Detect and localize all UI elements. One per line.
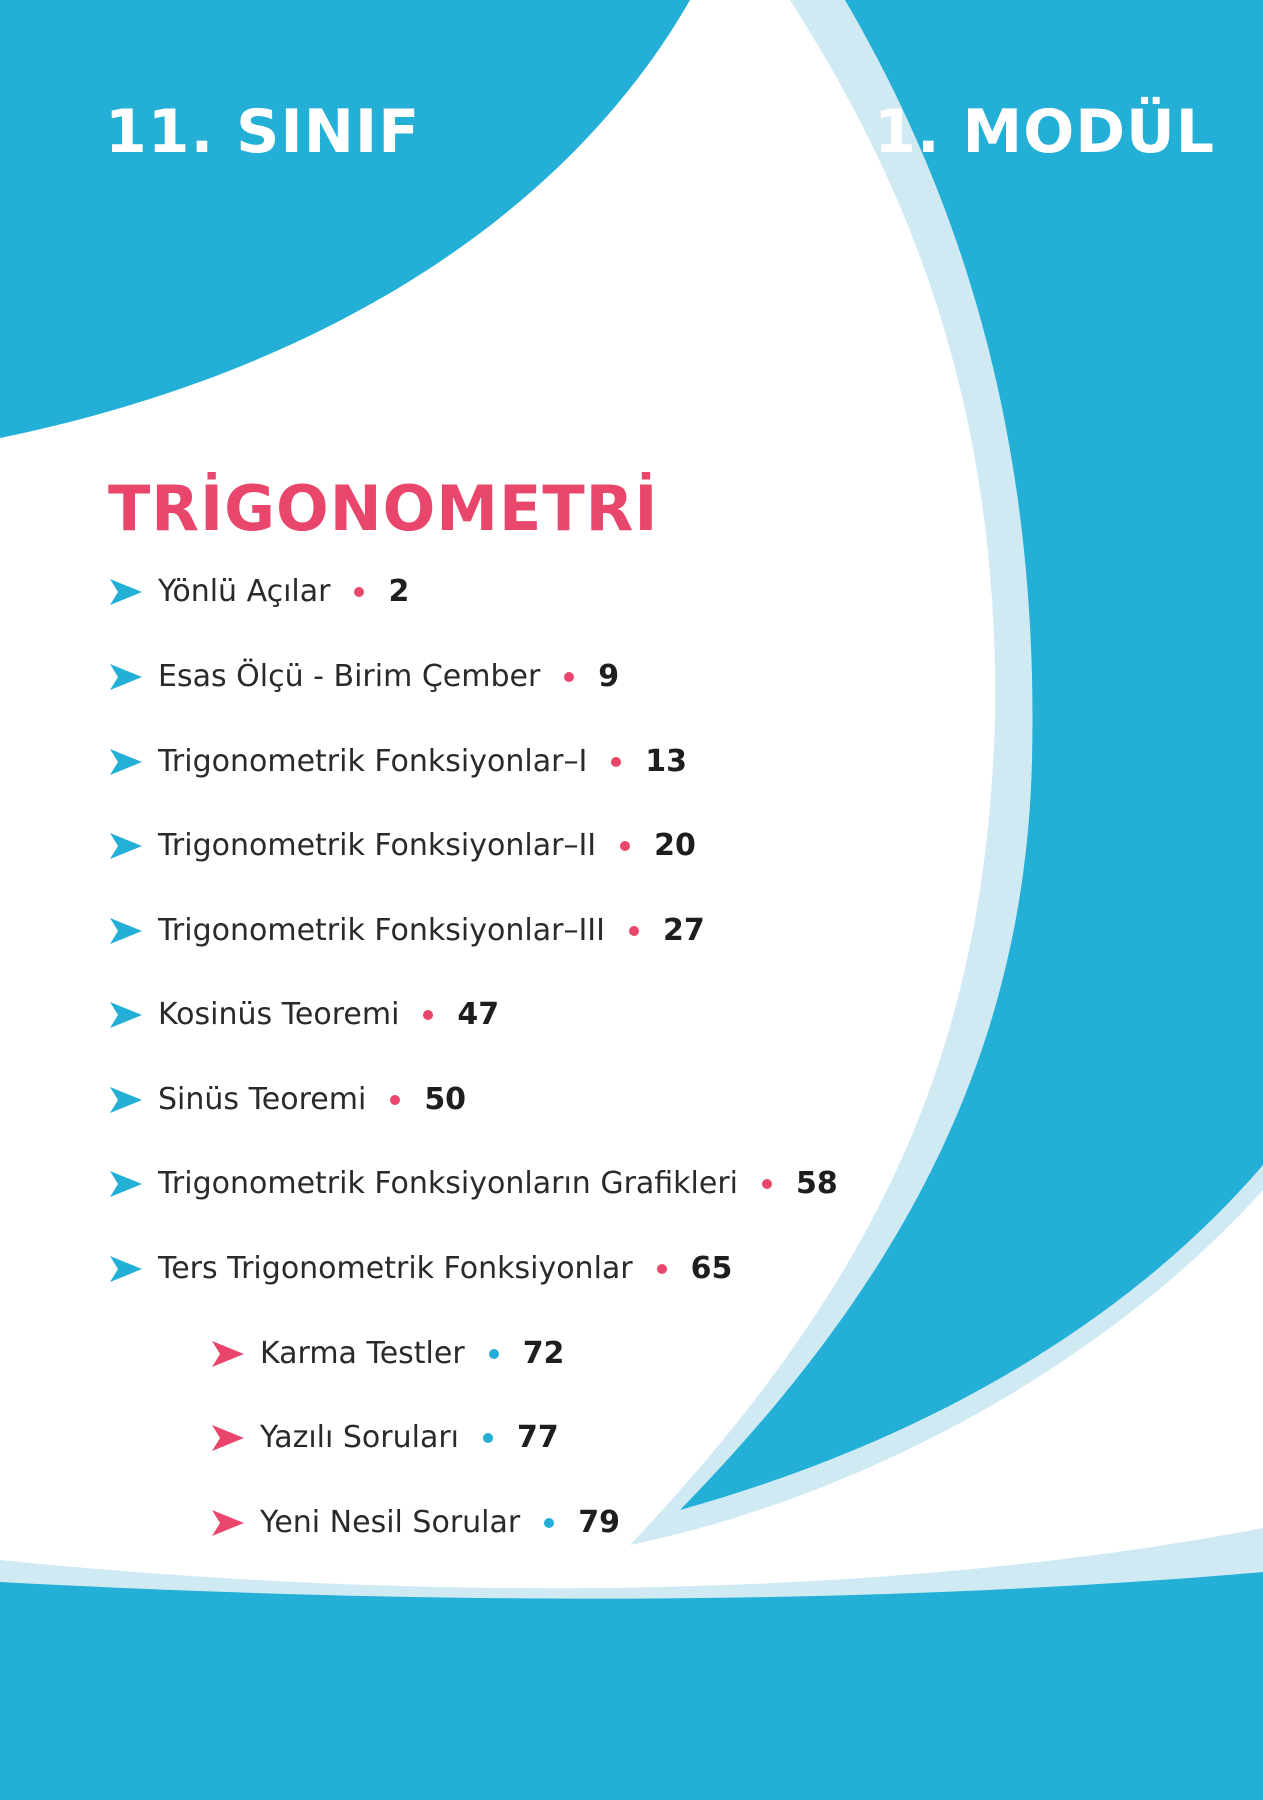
toc-item[interactable] [110, 995, 499, 1035]
toc-item[interactable] [110, 1249, 732, 1289]
arrow-right-icon [110, 1256, 142, 1282]
toc-item[interactable] [110, 657, 619, 697]
toc-item-page: 50 [424, 1082, 467, 1117]
toc-item-page: 9 [598, 659, 620, 694]
arrow-right-icon [110, 1087, 142, 1113]
toc-item-label: Yazılı Soruları [260, 1420, 459, 1455]
section-title: TRİGONOMETRİ [108, 472, 659, 545]
toc-subitem[interactable] [212, 1418, 559, 1458]
toc-item-label: Yönlü Açılar [158, 574, 331, 609]
bullet-dot-icon [489, 1349, 499, 1359]
toc-item-page: 72 [522, 1336, 565, 1371]
toc-item[interactable] [110, 1164, 838, 1204]
toc-item-page: 58 [796, 1166, 838, 1201]
bullet-dot-icon [611, 757, 621, 767]
module-label: 1. MODÜL [874, 97, 1215, 167]
toc-item-page: 2 [388, 574, 410, 609]
toc-item-label: Karma Testler [260, 1336, 465, 1371]
toc-item-label: Esas Ölçü - Birim Çember [158, 659, 541, 694]
toc-item-label: Trigonometrik Fonksiyonlar–II [158, 828, 597, 863]
toc-item[interactable] [110, 1080, 466, 1120]
toc-item[interactable] [110, 826, 696, 866]
arrow-right-icon [110, 749, 142, 775]
toc-subitem[interactable] [212, 1503, 620, 1543]
toc-item-page: 13 [645, 744, 688, 779]
toc-item[interactable] [110, 742, 687, 782]
arrow-right-icon [110, 664, 142, 690]
toc-item-page: 79 [578, 1505, 620, 1540]
bullet-dot-icon [762, 1179, 772, 1189]
toc-item[interactable] [110, 911, 705, 951]
bullet-dot-icon [390, 1095, 400, 1105]
toc-item-label: Trigonometrik Fonksiyonların Grafikleri [158, 1166, 739, 1201]
toc-item-label: Yeni Nesil Sorular [260, 1505, 521, 1540]
toc-item-page: 65 [690, 1251, 733, 1286]
arrow-right-icon [212, 1425, 244, 1451]
arrow-right-icon [110, 579, 142, 605]
toc-item-label: Kosinüs Teoremi [158, 997, 400, 1032]
bullet-dot-icon [354, 587, 364, 597]
arrow-right-icon [110, 833, 142, 859]
toc-item-label: Sinüs Teoremi [158, 1082, 367, 1117]
toc-item[interactable] [110, 572, 409, 612]
toc-item-page: 77 [517, 1420, 559, 1455]
bullet-dot-icon [564, 672, 574, 682]
bullet-dot-icon [483, 1433, 493, 1443]
toc-item-label: Ters Trigonometrik Fonksiyonlar [158, 1251, 633, 1286]
toc-item-label: Trigonometrik Fonksiyonlar–I [158, 744, 588, 779]
bullet-dot-icon [620, 841, 630, 851]
bullet-dot-icon [629, 926, 639, 936]
bullet-dot-icon [423, 1010, 433, 1020]
toc-item-page: 47 [457, 997, 500, 1032]
arrow-right-icon [212, 1510, 244, 1536]
arrow-right-icon [110, 918, 142, 944]
grade-label: 11. SINIF [105, 97, 421, 167]
bullet-dot-icon [657, 1264, 667, 1274]
toc-item-label: Trigonometrik Fonksiyonlar–III [158, 913, 605, 948]
arrow-right-icon [212, 1341, 244, 1367]
toc-item-page: 27 [662, 913, 705, 948]
arrow-right-icon [110, 1002, 142, 1028]
arrow-right-icon [110, 1171, 142, 1197]
bullet-dot-icon [544, 1518, 554, 1528]
toc-subitem[interactable] [212, 1334, 564, 1374]
toc-item-page: 20 [654, 828, 696, 863]
